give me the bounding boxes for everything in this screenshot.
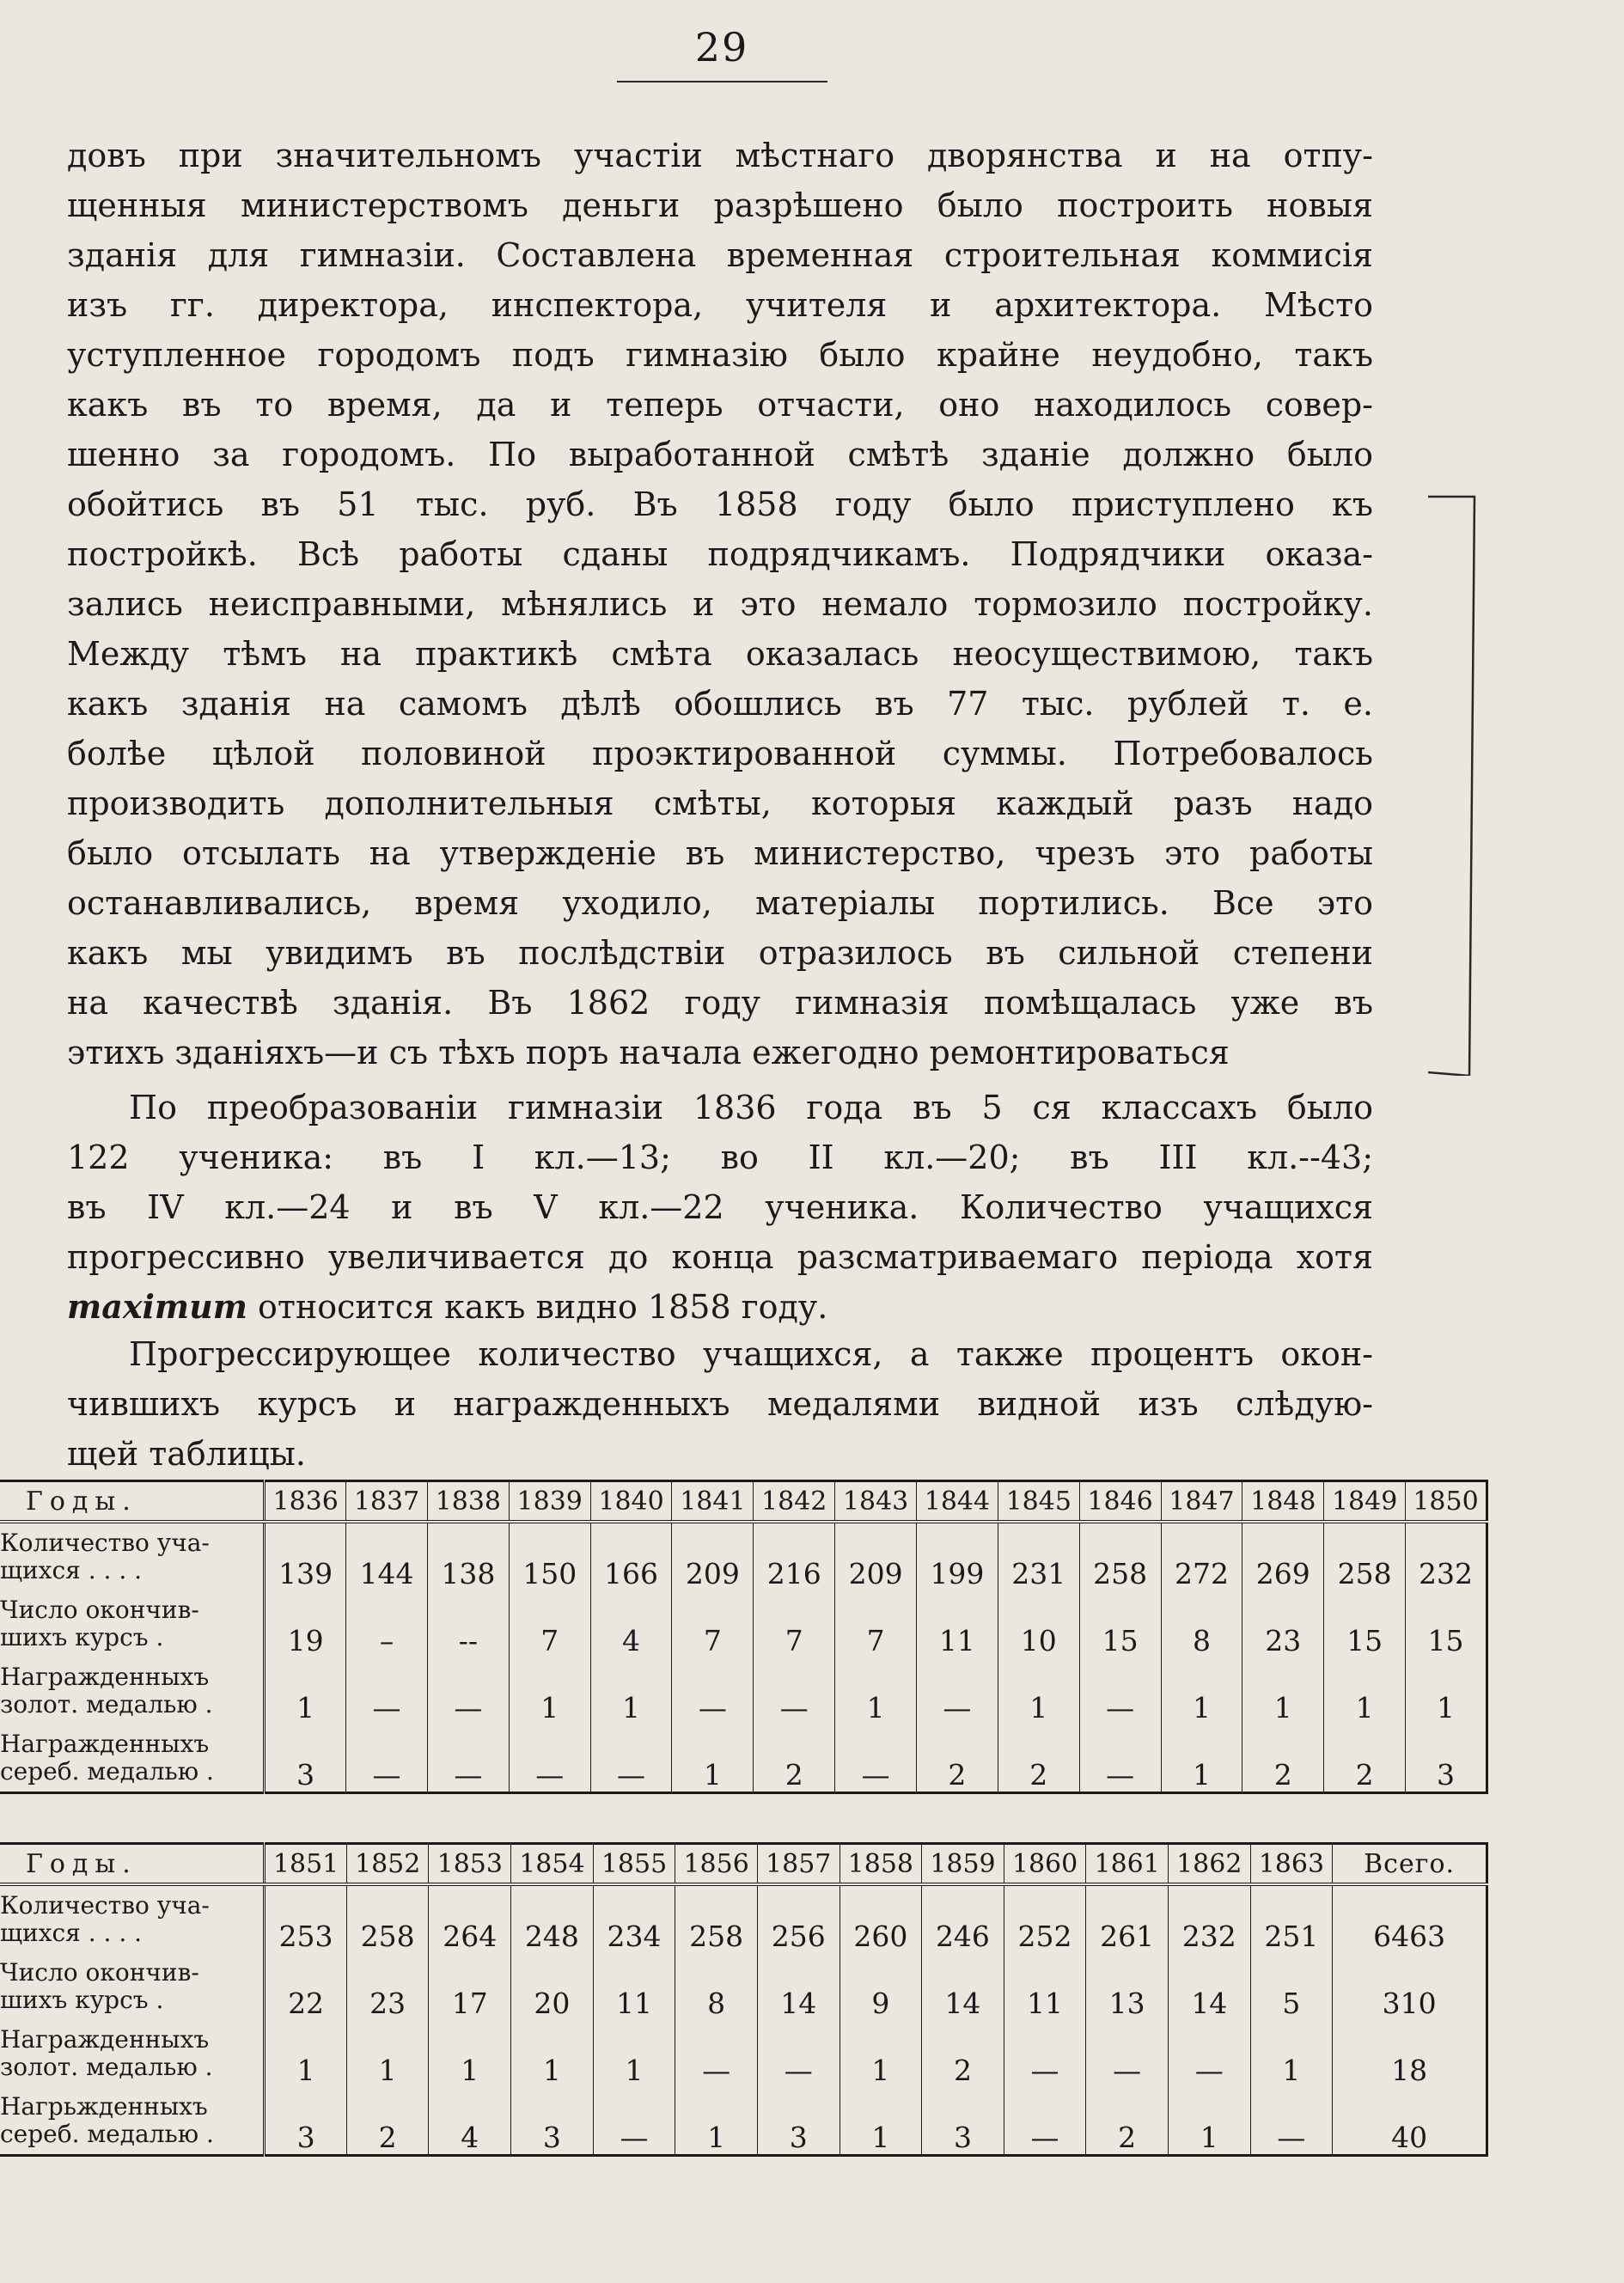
text-line <box>67 1282 1373 1332</box>
table-cell: — <box>1004 2087 1086 2156</box>
table-cell: 13 <box>1086 1953 1169 2020</box>
table-cell: 1 <box>429 2020 511 2087</box>
year-header: 1843 <box>835 1481 917 1523</box>
table-cell: 144 <box>346 1522 428 1590</box>
text-line: довъ при значительномъ участіи мѣстнаго дворянства и на отпу- <box>67 137 1373 174</box>
table-cell: 2 <box>1242 1724 1324 1793</box>
table-cell: 10 <box>998 1590 1079 1657</box>
table-cell: 11 <box>1004 1953 1086 2020</box>
table-cell: 9 <box>839 1953 922 2020</box>
table-cell: 8 <box>675 1953 758 2020</box>
table-cell: 1 <box>1161 1657 1242 1724</box>
year-header: 1849 <box>1324 1481 1406 1523</box>
table-cell: 7 <box>754 1590 835 1657</box>
table-cell: 20 <box>511 1953 594 2020</box>
year-header: 1846 <box>1079 1481 1161 1523</box>
year-header: 1853 <box>429 1844 511 1885</box>
year-header: 1840 <box>590 1481 672 1523</box>
row-label-line: Награжденныхъ <box>0 1730 210 1758</box>
table-cell: 1 <box>675 2087 758 2156</box>
table-header-row <box>0 1844 1487 1885</box>
table-cell: 2 <box>1324 1724 1406 1793</box>
table-cell: 1 <box>593 2020 675 2087</box>
statistics-table-1836-1850 <box>0 1480 1488 1794</box>
table-cell: 15 <box>1406 1590 1487 1657</box>
table-cell: 11 <box>917 1590 998 1657</box>
row-label <box>0 2087 265 2156</box>
text-line: постройкѣ. Всѣ работы сданы подрядчикамъ. Подрядчики оказа- <box>67 535 1373 573</box>
table-row <box>0 1953 1487 2020</box>
table-cell: 256 <box>757 1884 839 1953</box>
year-header: 1837 <box>346 1481 428 1523</box>
table-cell: 23 <box>346 1953 429 2020</box>
table-cell: 2 <box>346 2087 429 2156</box>
table-cell: — <box>593 2087 675 2156</box>
table-cell: 258 <box>675 1884 758 1953</box>
year-header: 1836 <box>265 1481 346 1523</box>
table-cell: 1 <box>1324 1657 1406 1724</box>
table-cell: 1 <box>1168 2087 1250 2156</box>
table-cell: 234 <box>593 1884 675 1953</box>
table-cell: 17 <box>429 1953 511 2020</box>
table-cell: — <box>675 2020 758 2087</box>
row-label-line: Награжденныхъ <box>0 1663 210 1691</box>
italic-word: maximum <box>67 1287 247 1326</box>
table-cell: 1 <box>835 1657 917 1724</box>
year-header: 1850 <box>1406 1481 1487 1523</box>
table-row <box>0 2087 1487 2156</box>
text-line: По преобразованіи гимназіи 1836 года въ 5 ся классахъ было <box>129 1089 1373 1126</box>
table-cell: 1 <box>511 2020 594 2087</box>
row-label-line: шихъ курсъ . <box>0 1623 164 1651</box>
table-cell: — <box>757 2020 839 2087</box>
table-cell: 14 <box>922 1953 1004 2020</box>
row-label-line: Число окончив- <box>0 1596 199 1624</box>
table-cell: 11 <box>593 1953 675 2020</box>
table-cell: — <box>590 1724 672 1793</box>
statistics-table-1851-1863 <box>0 1842 1488 2157</box>
table-cell: 199 <box>917 1522 998 1590</box>
years-header-label: Годы. <box>0 1481 265 1523</box>
text-line: уступленное городомъ подъ гимназію было крайне неудобно, такъ <box>67 336 1373 374</box>
table-cell: 258 <box>1079 1522 1161 1590</box>
table-cell: 3 <box>511 2087 594 2156</box>
table-cell: 150 <box>509 1522 590 1590</box>
margin-bracket-mark <box>1426 491 1478 1076</box>
table-cell: 1 <box>265 1657 346 1724</box>
table-cell: 2 <box>922 2020 1004 2087</box>
table-cell: 216 <box>754 1522 835 1590</box>
table-cell: 166 <box>590 1522 672 1590</box>
table-cell: 3 <box>922 2087 1004 2156</box>
table-cell: — <box>835 1724 917 1793</box>
table-cell: 7 <box>509 1590 590 1657</box>
row-label <box>0 1953 265 2020</box>
table-cell: 4 <box>429 2087 511 2156</box>
table-cell: 1 <box>509 1657 590 1724</box>
text-line: шенно за городомъ. По выработанной смѣтѣ зданіе должно было <box>67 436 1373 473</box>
table-cell: 1 <box>1250 2020 1333 2087</box>
table-cell: 1 <box>590 1657 672 1724</box>
table-cell: 1 <box>346 2020 429 2087</box>
year-header: 1860 <box>1004 1844 1086 1885</box>
table-cell: 1 <box>672 1724 754 1793</box>
row-label-line: щихся . . . . <box>0 1919 143 1947</box>
row-label <box>0 1590 265 1657</box>
row-label-line: Количество уча- <box>0 1891 210 1920</box>
paragraph-1 <box>67 131 1373 1077</box>
table-row <box>0 1590 1487 1657</box>
table-cell: 252 <box>1004 1884 1086 1953</box>
year-header: 1851 <box>265 1844 347 1885</box>
table-cell: 258 <box>1324 1522 1406 1590</box>
table-cell: 209 <box>672 1522 754 1590</box>
row-label <box>0 1657 265 1724</box>
text-line: останавливались, время уходило, матеріалы портились. Все это <box>67 884 1373 922</box>
text-line: щей таблицы. <box>67 1435 307 1473</box>
table-cell: — <box>346 1657 428 1724</box>
table-header-row <box>0 1481 1487 1523</box>
table-cell: 1 <box>1406 1657 1487 1724</box>
text-line: какъ въ то время, да и теперь отчасти, оно находилось совер- <box>67 386 1373 424</box>
row-label-line: золот. медалью . <box>0 2053 213 2081</box>
page-number-rule <box>617 81 827 82</box>
table-cell: 15 <box>1324 1590 1406 1657</box>
table-cell: — <box>427 1657 509 1724</box>
table-cell: 1 <box>265 2020 347 2087</box>
table-cell: 1 <box>839 2087 922 2156</box>
text-line: производить дополнительныя смѣты, которыя каждый разъ надо <box>67 784 1373 822</box>
row-label-line: Количество уча- <box>0 1529 210 1557</box>
table-cell: — <box>1168 2020 1250 2087</box>
text-line: въ IV кл.—24 и въ V кл.—22 ученика. Количество учащихся <box>67 1188 1373 1226</box>
text-line: какъ мы увидимъ въ послѣдствіи отразилось въ сильной степени <box>67 934 1373 972</box>
table-cell: 138 <box>427 1522 509 1590</box>
table-cell: — <box>1079 1724 1161 1793</box>
table-cell: — <box>1086 2020 1169 2087</box>
text-line: этихъ зданіяхъ—и съ тѣхъ поръ начала ежегодно ремонтироваться <box>67 1034 1230 1071</box>
table-cell: 3 <box>1406 1724 1487 1793</box>
row-label <box>0 1522 265 1590</box>
text-line: обойтись въ 51 тыс. руб. Въ 1858 году было приступлено къ <box>67 485 1373 523</box>
year-header: 1838 <box>427 1481 509 1523</box>
row-label <box>0 1884 265 1953</box>
paragraph-2 <box>67 1083 1373 1332</box>
text-line: зданія для гимназіи. Составлена временная строительная коммисія <box>67 236 1373 274</box>
table-cell: 1 <box>998 1657 1079 1724</box>
table-cell: -- <box>427 1590 509 1657</box>
year-header: 1854 <box>511 1844 594 1885</box>
table-cell: — <box>346 1724 428 1793</box>
table-cell: 260 <box>839 1884 922 1953</box>
table-cell: 23 <box>1242 1590 1324 1657</box>
table-cell: 253 <box>265 1884 347 1953</box>
total-header: Всего. <box>1333 1844 1487 1885</box>
table-row <box>0 2020 1487 2087</box>
table-cell: 14 <box>757 1953 839 2020</box>
year-header: 1856 <box>675 1844 758 1885</box>
total-cell: 6463 <box>1333 1884 1487 1953</box>
year-header: 1859 <box>922 1844 1004 1885</box>
year-header: 1845 <box>998 1481 1079 1523</box>
table-row <box>0 1522 1487 1590</box>
row-label-line: шихъ курсъ . <box>0 1986 164 2014</box>
table-cell: 269 <box>1242 1522 1324 1590</box>
total-cell: 310 <box>1333 1953 1487 2020</box>
table-cell: 251 <box>1250 1884 1333 1953</box>
row-label-line: сереб. медалью . <box>0 1757 214 1786</box>
row-label <box>0 2020 265 2087</box>
table-cell: 15 <box>1079 1590 1161 1657</box>
table-cell: — <box>672 1657 754 1724</box>
text-line: какъ зданія на самомъ дѣлѣ обошлись въ 77 тыс. рублей т. е. <box>67 685 1373 723</box>
table-cell: 261 <box>1086 1884 1169 1953</box>
table-cell: 2 <box>754 1724 835 1793</box>
row-label-line: Нагрьжденныхъ <box>0 2092 208 2121</box>
table-cell: 1 <box>839 2020 922 2087</box>
year-header: 1852 <box>346 1844 429 1885</box>
table-cell: — <box>754 1657 835 1724</box>
row-label-line: Награжденныхъ <box>0 2025 210 2054</box>
year-header: 1841 <box>672 1481 754 1523</box>
table-cell: 248 <box>511 1884 594 1953</box>
table-cell: 139 <box>265 1522 346 1590</box>
table-cell: 3 <box>265 2087 347 2156</box>
table-cell: 258 <box>346 1884 429 1953</box>
table-cell: 3 <box>757 2087 839 2156</box>
year-header: 1847 <box>1161 1481 1242 1523</box>
row-label-line: щихся . . . . <box>0 1556 143 1584</box>
table-cell: — <box>427 1724 509 1793</box>
paragraph-3 <box>67 1329 1373 1479</box>
table-cell: 14 <box>1168 1953 1250 2020</box>
year-header: 1844 <box>917 1481 998 1523</box>
text-line: Между тѣмъ на практикѣ смѣта оказалась неосуществимою, такъ <box>67 635 1373 673</box>
year-header: 1857 <box>757 1844 839 1885</box>
row-label-line: золот. медалью . <box>0 1690 213 1718</box>
table-row <box>0 1724 1487 1793</box>
year-header: 1842 <box>754 1481 835 1523</box>
text-line: чившихъ курсъ и награжденныхъ медалями видной изъ слѣдую- <box>67 1385 1373 1423</box>
table-cell: 5 <box>1250 1953 1333 2020</box>
table-cell: 264 <box>429 1884 511 1953</box>
table-cell: 2 <box>1086 2087 1169 2156</box>
year-header: 1861 <box>1086 1844 1169 1885</box>
table-cell: 1 <box>1161 1724 1242 1793</box>
total-cell: 40 <box>1333 2087 1487 2156</box>
table-cell: — <box>917 1657 998 1724</box>
row-label-line: Число окончив- <box>0 1958 199 1987</box>
table-cell: 8 <box>1161 1590 1242 1657</box>
year-header: 1839 <box>509 1481 590 1523</box>
text-line: прогрессивно увеличивается до конца разсматриваемаго періода хотя <box>67 1238 1373 1276</box>
table-cell: 22 <box>265 1953 347 2020</box>
year-header: 1862 <box>1168 1844 1250 1885</box>
table-cell: 4 <box>590 1590 672 1657</box>
years-header-label: Годы. <box>0 1844 265 1885</box>
table-cell: 232 <box>1168 1884 1250 1953</box>
text-line: щенныя министерствомъ деньги разрѣшено было построить новыя <box>67 186 1373 224</box>
text-line: Прогрессирующее количество учащихся, а также процентъ окон- <box>129 1335 1373 1373</box>
table-cell: 19 <box>265 1590 346 1657</box>
table-cell: 3 <box>265 1724 346 1793</box>
text-line: на качествѣ зданія. Въ 1862 году гимназія помѣщалась уже въ <box>67 984 1373 1022</box>
table-row <box>0 1884 1487 1953</box>
year-header: 1858 <box>839 1844 922 1885</box>
table-cell: 232 <box>1406 1522 1487 1590</box>
year-header: 1848 <box>1242 1481 1324 1523</box>
page-number: 29 <box>694 24 749 70</box>
text-line: 122 ученика: въ I кл.—13; во II кл.—20; въ III кл.--43; <box>67 1138 1373 1176</box>
year-header: 1863 <box>1250 1844 1333 1885</box>
table-row <box>0 1657 1487 1724</box>
table-cell: 2 <box>998 1724 1079 1793</box>
text-line: болѣе цѣлой половиной проэктированной суммы. Потребовалось <box>67 735 1373 772</box>
table-cell: 231 <box>998 1522 1079 1590</box>
row-label-line: сереб. медалью . <box>0 2120 214 2148</box>
text-line: было отсылать на утвержденіе въ министерство, чрезъ это работы <box>67 834 1373 872</box>
table-cell: — <box>1079 1657 1161 1724</box>
table-cell: 209 <box>835 1522 917 1590</box>
total-cell: 18 <box>1333 2020 1487 2087</box>
text-line: зались неисправными, мѣнялись и это немало тормозило постройку. <box>67 585 1373 623</box>
table-cell: — <box>509 1724 590 1793</box>
table-cell: 272 <box>1161 1522 1242 1590</box>
table-cell: 2 <box>917 1724 998 1793</box>
year-header: 1855 <box>593 1844 675 1885</box>
table-cell: 246 <box>922 1884 1004 1953</box>
text-fragment: относится какъ видно 1858 году. <box>247 1288 828 1326</box>
row-label <box>0 1724 265 1793</box>
table-cell: – <box>346 1590 428 1657</box>
table-cell: 7 <box>672 1590 754 1657</box>
table-cell: — <box>1004 2020 1086 2087</box>
table-cell: 7 <box>835 1590 917 1657</box>
table-cell: 1 <box>1242 1657 1324 1724</box>
text-line: изъ гг. директора, инспектора, учителя и архитектора. Мѣсто <box>67 286 1373 324</box>
table-cell: — <box>1250 2087 1333 2156</box>
